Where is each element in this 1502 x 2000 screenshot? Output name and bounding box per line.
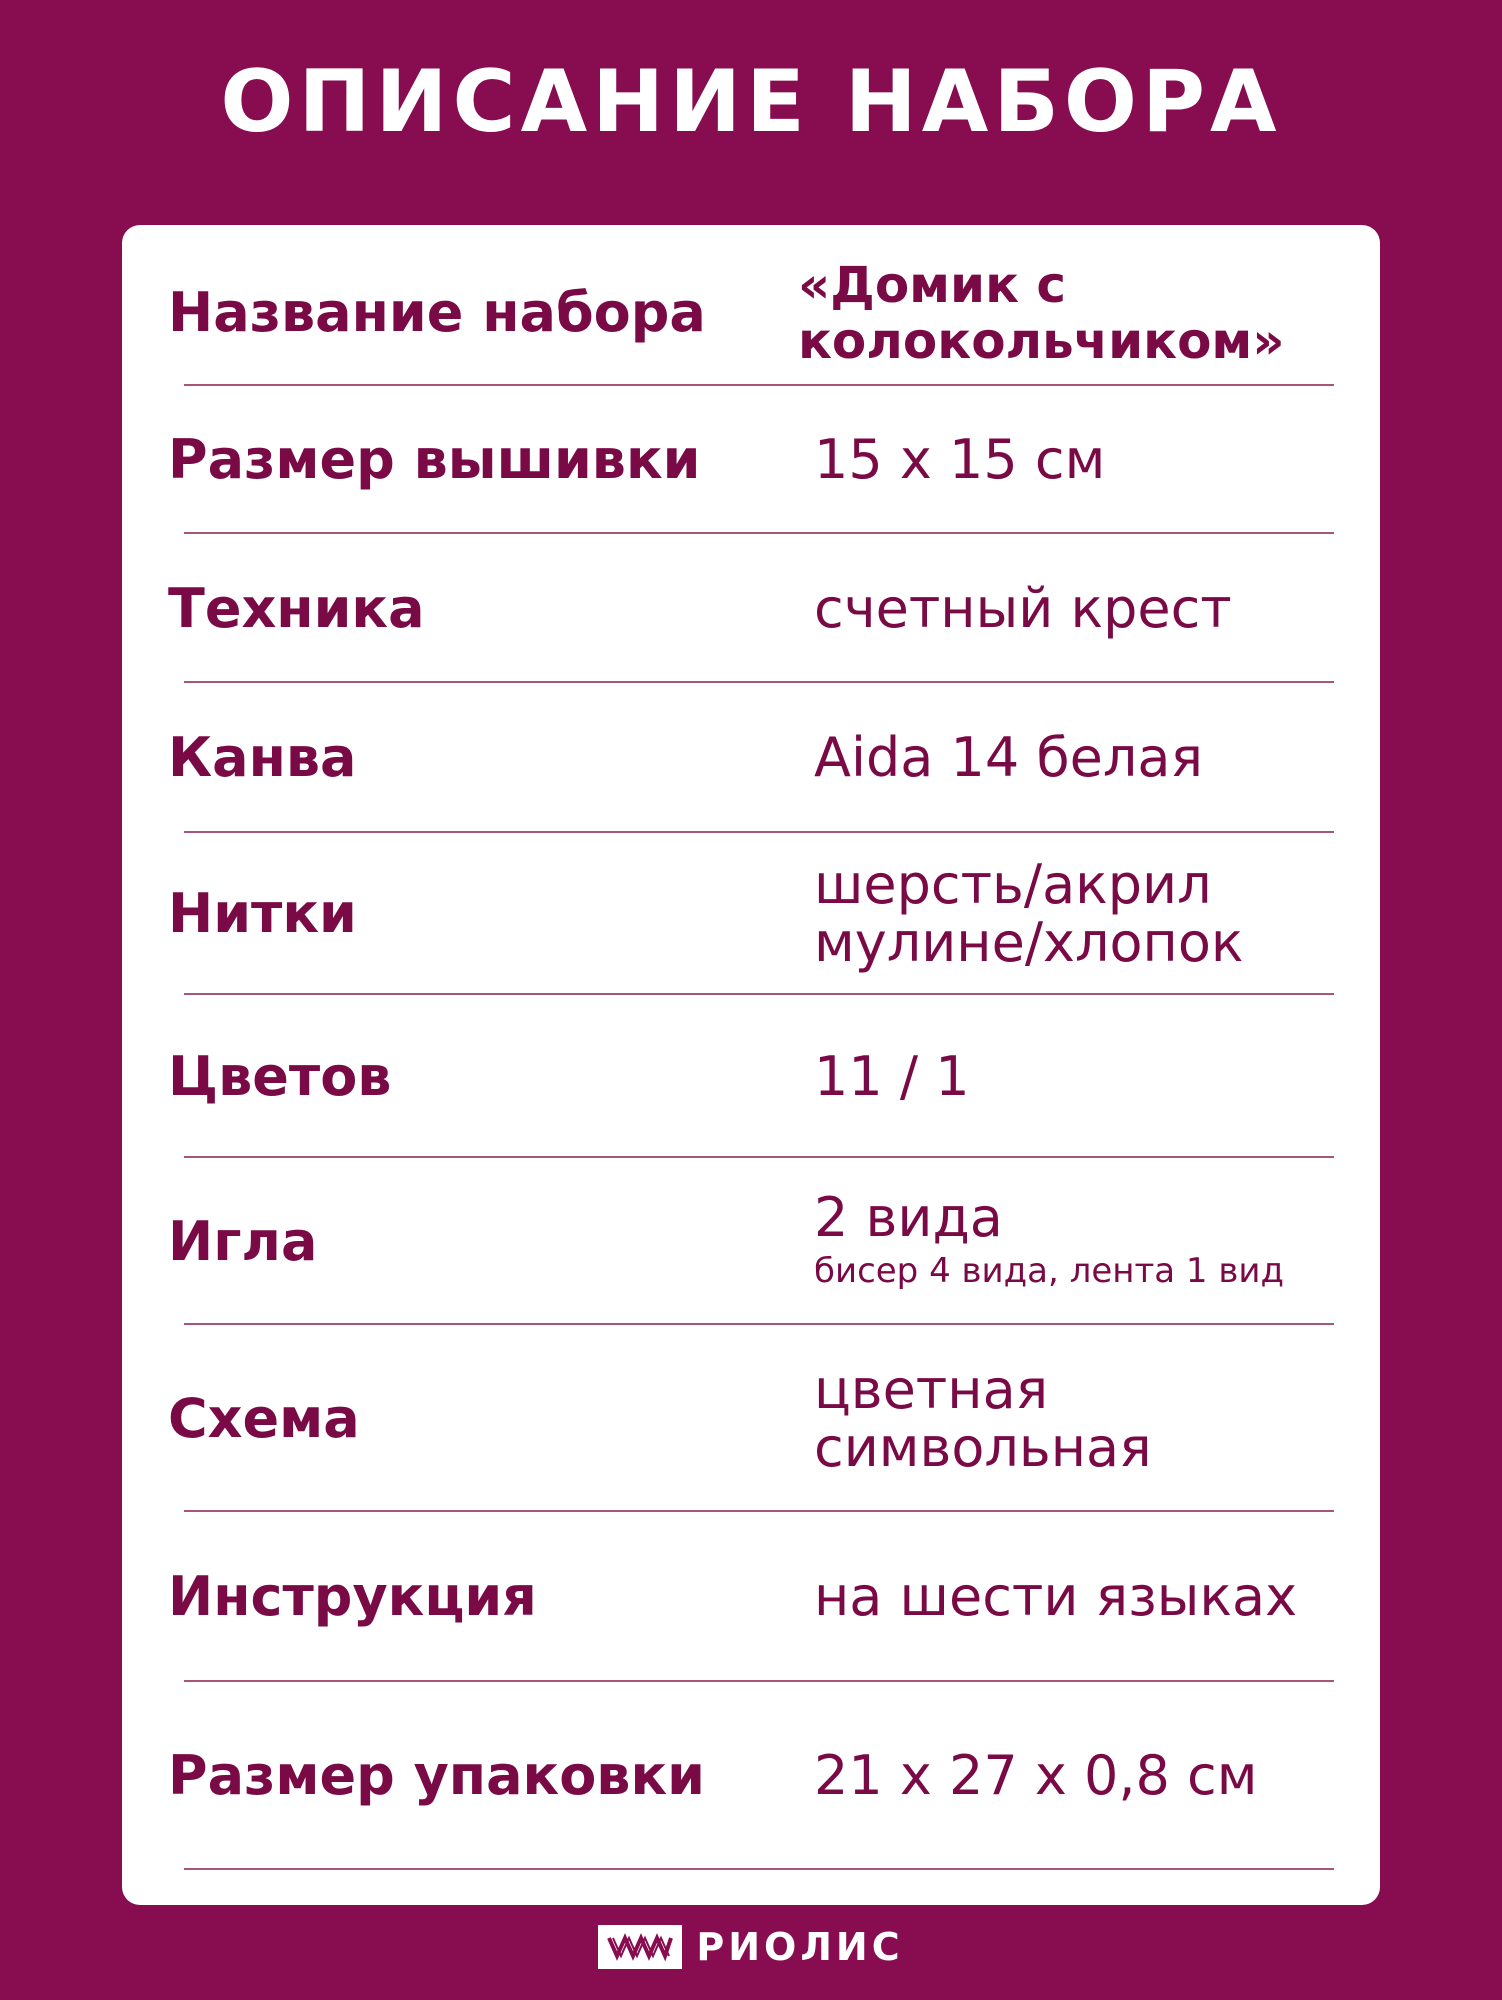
spec-card (122, 225, 1380, 1905)
spec-label: Схема (168, 1386, 360, 1450)
spec-value-line: счетный крест (814, 576, 1232, 640)
spec-value-line: 11 / 1 (814, 1044, 970, 1108)
spec-label: Размер упаковки (168, 1744, 705, 1807)
brand-name: РИОЛИС (696, 1925, 904, 1969)
spec-value (814, 1512, 1297, 1682)
spec-value (814, 386, 1105, 534)
brand-footer (0, 1922, 1502, 1972)
spec-row-package-size (122, 1682, 1380, 1870)
spec-row-instruction (122, 1512, 1380, 1682)
spec-value-note: бисер 4 вида, лента 1 вид (814, 1250, 1285, 1291)
spec-label: Инструкция (168, 1565, 537, 1628)
spec-label: Канва (168, 726, 357, 789)
spec-value-line: колокольчиком» (798, 312, 1285, 370)
spec-value (814, 995, 970, 1158)
spec-row-colors (122, 995, 1380, 1158)
spec-label: Цветов (168, 1044, 392, 1108)
spec-value-line: цветная (814, 1357, 1049, 1421)
spec-label: Размер вышивки (168, 428, 701, 491)
spec-value-line: 15 х 15 см (814, 428, 1106, 491)
spec-row-embroidery-size (122, 386, 1380, 534)
spec-value-line: 2 вида (814, 1185, 1003, 1249)
spec-label: Техника (168, 576, 425, 640)
spec-value-line: символьная (814, 1415, 1152, 1479)
spec-value-line: мулине/хлопок (814, 911, 1244, 974)
spec-row-technique (122, 534, 1380, 683)
spec-row-threads (122, 833, 1380, 995)
spec-value (814, 1682, 1257, 1870)
spec-value (798, 240, 1285, 386)
spec-value (814, 1325, 1152, 1512)
spec-label: Нитки (168, 882, 357, 945)
spec-label: Название набора (168, 281, 706, 344)
spec-value (814, 683, 1203, 833)
spec-value-line: «Домик с (798, 256, 1067, 314)
spec-row-needle (122, 1158, 1380, 1325)
spec-value (814, 833, 1244, 995)
spec-value-line: на шести языках (814, 1565, 1298, 1628)
spec-value-line: шерсть/акрил (814, 853, 1212, 916)
spec-row-canvas (122, 683, 1380, 833)
spec-value (814, 534, 1232, 683)
spec-value (814, 1158, 1284, 1325)
spec-row-chart (122, 1325, 1380, 1512)
spec-value-line: Aida 14 белая (814, 726, 1203, 789)
page-title: ОПИСАНИЕ НАБОРА (220, 52, 1282, 152)
spec-label: Игла (168, 1209, 318, 1273)
spec-value-line: 21 х 27 х 0,8 см (814, 1744, 1258, 1807)
riolis-zigzag-logo-icon (598, 1925, 682, 1969)
spec-row-kit-name (122, 240, 1380, 386)
row-divider (184, 1868, 1334, 1870)
